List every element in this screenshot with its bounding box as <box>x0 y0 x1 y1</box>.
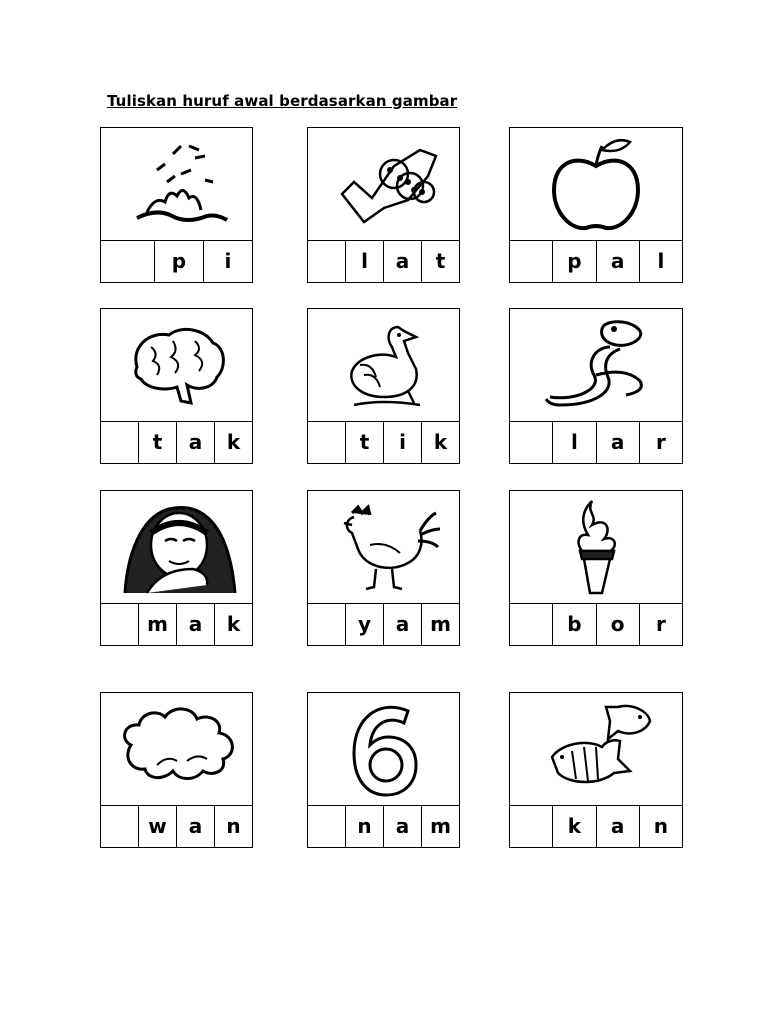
card-ayam <box>307 490 460 646</box>
card-itik <box>307 308 460 464</box>
picture-frame <box>308 491 459 604</box>
letter-cell: m <box>139 603 177 645</box>
apple-icon <box>536 136 656 232</box>
answer-box[interactable] <box>510 603 553 645</box>
card-api <box>100 127 253 283</box>
card-otak <box>100 308 253 464</box>
letter-cell: w <box>139 805 177 847</box>
card-enam <box>307 692 460 848</box>
letter-cell: i <box>384 421 422 463</box>
letter-cell: t <box>435 249 446 273</box>
letter-cell: l <box>553 421 596 463</box>
letter-boxes <box>510 805 682 847</box>
picture-frame <box>101 491 252 604</box>
answer-box[interactable] <box>510 240 553 282</box>
letter-boxes <box>308 805 459 847</box>
letter-boxes <box>510 421 682 463</box>
answer-box[interactable] <box>308 240 346 282</box>
caterpillar-icon <box>324 136 444 232</box>
answer-box[interactable] <box>101 240 155 282</box>
letter-cell: r <box>655 430 666 454</box>
letter-cell: a <box>177 805 215 847</box>
picture-frame <box>510 491 682 604</box>
card-obor <box>509 490 683 646</box>
letter-cell: k <box>226 430 241 454</box>
letter-boxes <box>101 805 252 847</box>
letter-boxes <box>308 240 459 282</box>
card-ikan <box>509 692 683 848</box>
picture-frame <box>101 309 252 422</box>
answer-box[interactable] <box>308 421 346 463</box>
letter-cell: a <box>177 421 215 463</box>
letter-cell: l <box>346 240 384 282</box>
letter-cell: a <box>597 421 640 463</box>
letter-cell: k <box>226 612 241 636</box>
answer-box[interactable] <box>101 603 139 645</box>
woman-icon <box>117 499 237 595</box>
picture-frame <box>510 693 682 806</box>
brain-icon <box>117 317 237 413</box>
picture-frame <box>308 128 459 241</box>
duck-icon <box>324 317 444 413</box>
answer-box[interactable] <box>510 805 553 847</box>
letter-cell: i <box>224 249 232 273</box>
letter-boxes <box>101 240 252 282</box>
answer-box[interactable] <box>101 421 139 463</box>
picture-frame <box>510 128 682 241</box>
card-ular <box>509 308 683 464</box>
letter-cell: p <box>155 240 204 282</box>
answer-box[interactable] <box>308 805 346 847</box>
letter-cell: r <box>655 612 666 636</box>
picture-frame <box>510 309 682 422</box>
card-awan <box>100 692 253 848</box>
letter-cell: t <box>139 421 177 463</box>
letter-cell: n <box>346 805 384 847</box>
answer-box[interactable] <box>510 421 553 463</box>
cloud-icon <box>117 701 237 797</box>
worksheet-title: Tuliskan huruf awal berdasarkan gambar <box>107 92 458 110</box>
snake-icon <box>536 317 656 413</box>
letter-boxes <box>510 240 682 282</box>
fire-icon <box>117 136 237 232</box>
answer-box[interactable] <box>101 805 139 847</box>
letter-cell: a <box>597 805 640 847</box>
letter-cell: y <box>346 603 384 645</box>
letter-boxes <box>308 603 459 645</box>
letter-cell: n <box>226 814 241 838</box>
letter-cell: a <box>384 240 422 282</box>
picture-frame <box>308 693 459 806</box>
letter-cell: k <box>433 430 448 454</box>
letter-cell: m <box>430 612 451 636</box>
letter-cell: p <box>553 240 596 282</box>
card-ulat <box>307 127 460 283</box>
letter-cell: k <box>553 805 596 847</box>
letter-cell: m <box>430 814 451 838</box>
answer-box[interactable] <box>308 603 346 645</box>
rooster-icon <box>324 499 444 595</box>
card-emak <box>100 490 253 646</box>
letter-cell: l <box>657 249 665 273</box>
letter-cell: b <box>553 603 596 645</box>
letter-boxes <box>101 421 252 463</box>
picture-frame <box>101 693 252 806</box>
letter-boxes <box>101 603 252 645</box>
letter-cell: a <box>597 240 640 282</box>
picture-frame <box>101 128 252 241</box>
letter-boxes <box>510 603 682 645</box>
letter-cell: t <box>346 421 384 463</box>
torch-icon <box>536 499 656 595</box>
letter-cell: a <box>384 603 422 645</box>
card-epal <box>509 127 683 283</box>
letter-cell: n <box>653 814 668 838</box>
letter-cell: o <box>597 603 640 645</box>
letter-cell: a <box>177 603 215 645</box>
picture-frame <box>308 309 459 422</box>
letter-boxes <box>308 421 459 463</box>
six-icon <box>324 701 444 797</box>
fish-icon <box>536 701 656 797</box>
letter-cell: a <box>384 805 422 847</box>
